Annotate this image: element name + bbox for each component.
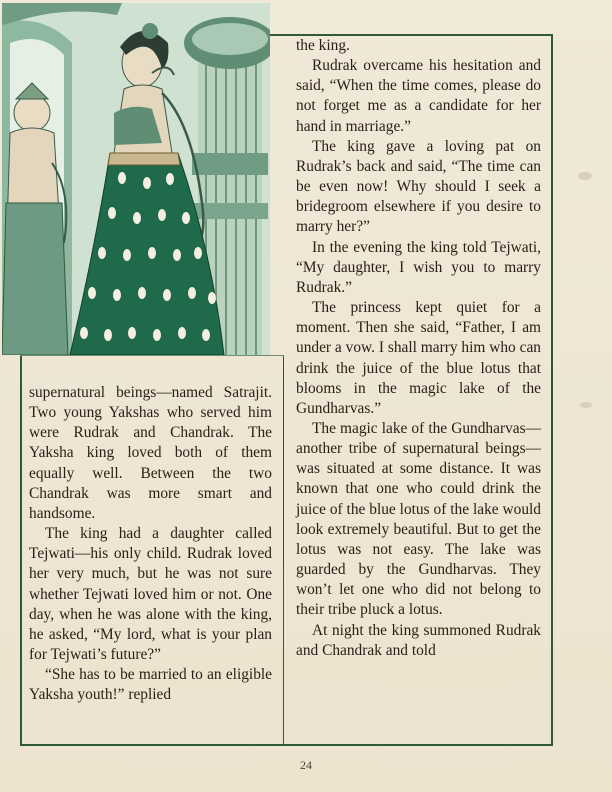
paragraph: The princess kept quiet for a moment. Then she said, “Father, I am under a vow. I shall marry him who can drink the juice of the blue lotus that blooms in the magic lake of the Gundharvas.” xyxy=(296,299,541,417)
paragraph: “She has to be married to an eligible Yaksha youth!” replied xyxy=(29,666,272,704)
paragraph: Rudrak overcame his hesitation and said, “When the time comes, please do not forget me as a candidate for her hand in marriage.” xyxy=(296,57,541,135)
frame-bottom-rule xyxy=(20,744,553,746)
frame-mid-rule xyxy=(20,355,284,356)
paragraph: The king had a daughter called Tejwati—his only child. Rudrak loved her very much, but he was not sure whether Tejwati loved him or not. One day, when he was alone with the king, he asked, “My lord, what is your plan for Tejwati’s future?” xyxy=(29,525,272,664)
story-illustration xyxy=(2,3,270,355)
paragraph: supernatural beings—named Satrajit. Two young Yakshas who served him were Rudrak and Chandrak. The Yaksha king loved both of them equally well. Between the two Chandrak was more smart and handsome. xyxy=(29,384,272,522)
paper-spot xyxy=(578,172,592,180)
paragraph: the king. xyxy=(296,37,350,54)
paragraph: In the evening the king told Tejwati, “My daughter, I wish you to marry Rudrak.” xyxy=(296,238,541,296)
frame-right-rule xyxy=(551,34,553,746)
right-text-column xyxy=(296,36,541,661)
frame-center-rule xyxy=(283,355,284,746)
frame-left-rule xyxy=(20,355,22,746)
page-number: 24 xyxy=(300,758,312,772)
paragraph: The king gave a loving pat on Rudrak’s back and said, “The time can be even now! Why should I seek a bridegroom elsewhere if you desire to marry her?” xyxy=(296,137,541,236)
yaksha-princess-illustration-icon xyxy=(2,3,270,355)
paragraph: The magic lake of the Gundharvas—another tribe of supernatural beings—was situated at some distance. It was known that one who could drink the juice of the blue lotus of the lake would look extremely beautiful. But to get the lotus was not easy. The lake was guarded by the Gundharvas. They won’t let one who did not belong to their tribe pluck a lotus. xyxy=(296,419,541,619)
paper-spot xyxy=(580,402,592,408)
paragraph: At night the king summoned Rudrak and Chandrak and told xyxy=(296,621,541,659)
left-text-column xyxy=(29,383,272,706)
